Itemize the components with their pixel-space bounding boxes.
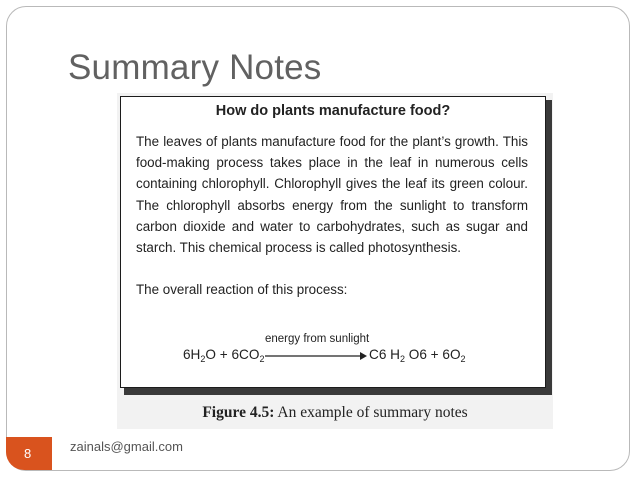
slide-title: Summary Notes bbox=[68, 48, 322, 87]
footer-email: zainals@gmail.com bbox=[70, 439, 183, 454]
slide-number: 8 bbox=[24, 446, 32, 461]
equation-arrow-label: energy from sunlight bbox=[265, 333, 370, 345]
figure-caption-text: An example of summary notes bbox=[274, 404, 468, 421]
figure-caption bbox=[117, 404, 553, 422]
arrow-right-icon bbox=[265, 351, 367, 361]
equation-reactants: $6H_2O + 6CO_2$ bbox=[183, 347, 265, 364]
note-paragraph: The leaves of plants manufacture food for the plant’s growth. This food-making process takes place in the leaf in numerous cells containing chlorophyll. Chlorophyll gives the leaf its green colour. The chlorophyll absorbs energy from the sunlight to transform carbon dioxide and water to carbohydrates, such as sugar and starch. This chemical process is called photosynthesis. bbox=[136, 134, 528, 256]
note-reaction-intro: The overall reaction of this process: bbox=[136, 282, 348, 297]
equation-products: C6 $H_2$ $O6 + 6O_2$ bbox=[369, 347, 466, 364]
note-heading: How do plants manufacture food? bbox=[215, 103, 451, 119]
figure-caption-label: Figure 4.5: bbox=[202, 404, 275, 421]
photosynthesis-equation bbox=[183, 333, 513, 373]
slide-number-badge bbox=[6, 437, 52, 470]
summary-note-box bbox=[120, 96, 546, 388]
